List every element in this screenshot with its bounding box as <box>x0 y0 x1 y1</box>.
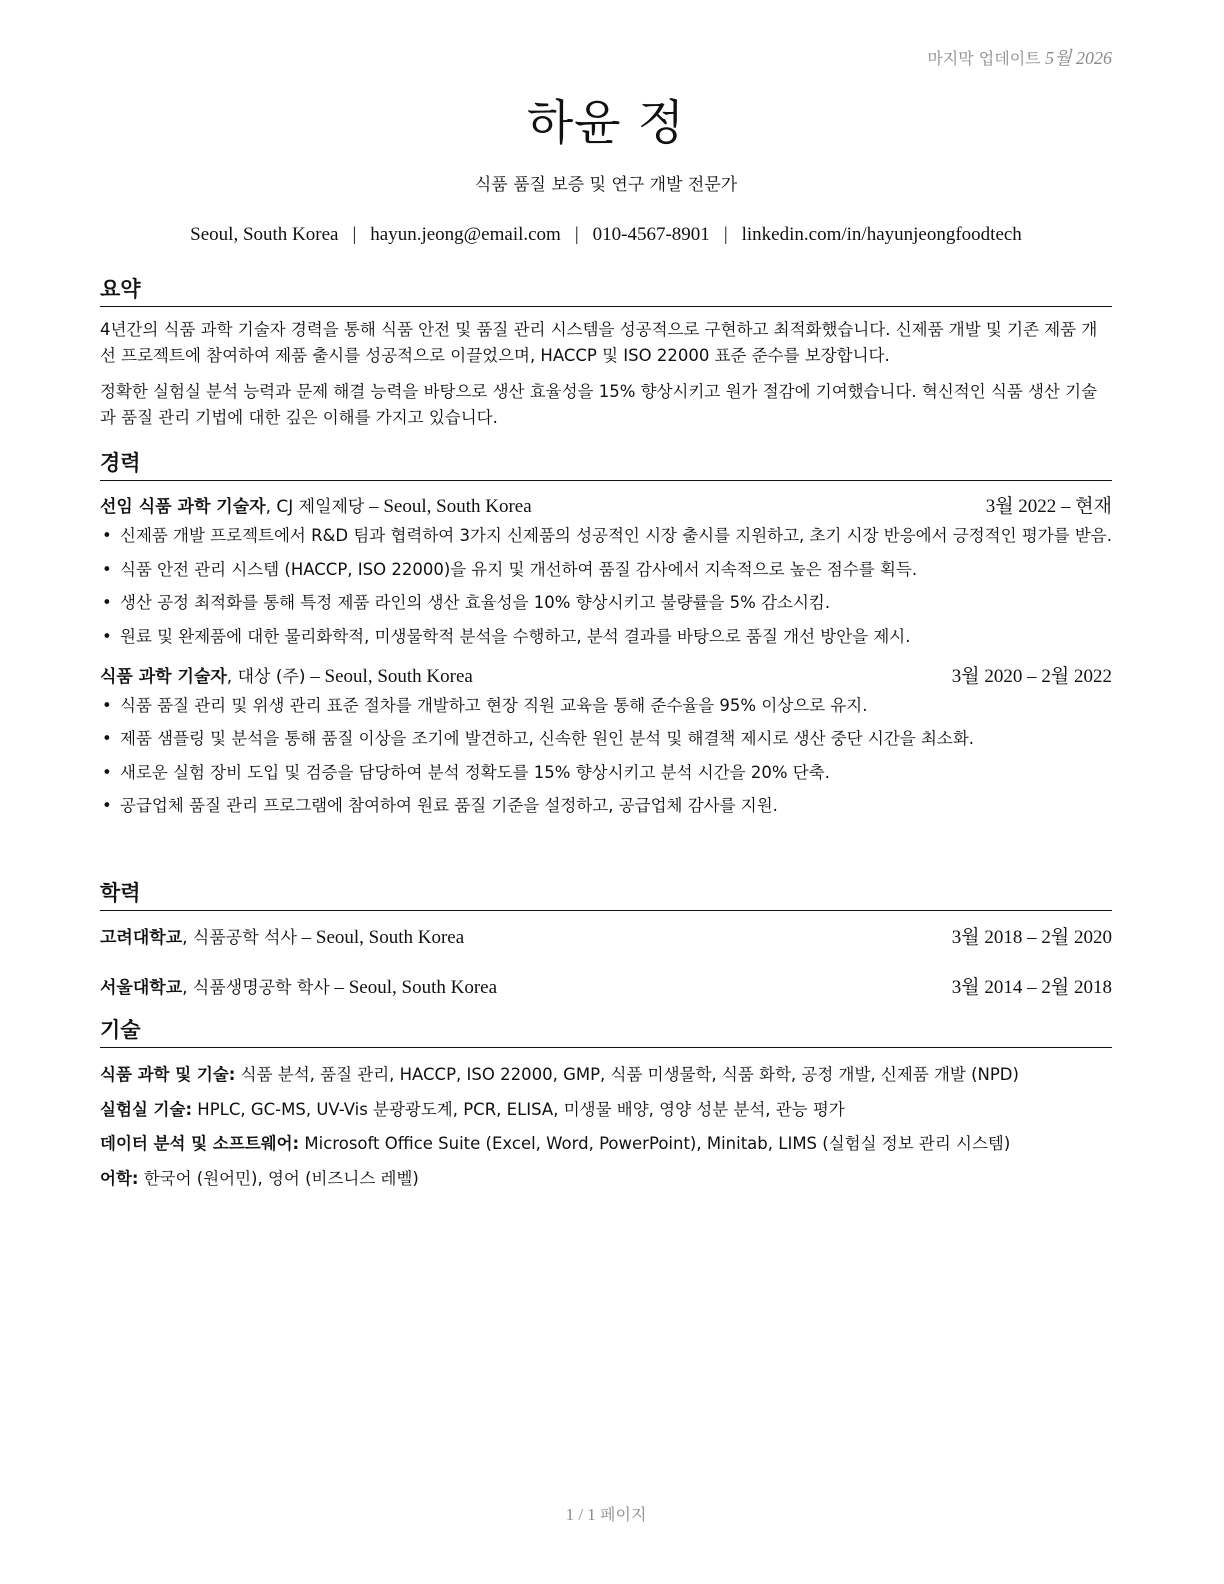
last-updated-year: 2026 <box>1076 48 1112 68</box>
education-location: – Seoul, South Korea <box>296 927 465 948</box>
bullet-icon: • <box>102 729 112 748</box>
last-updated-label: 마지막 업데이트 <box>927 49 1041 68</box>
job-dates: 3월 2020 – 2월 2022 <box>951 665 1112 687</box>
job-bullet: • 식품 품질 관리 및 위생 관리 표준 절차를 개발하고 현장 직원 교육을 통해 준수율을 95% 이상으로 유지. <box>100 693 1112 719</box>
skills-list <box>100 1062 1112 1192</box>
page-footer <box>100 1502 1112 1525</box>
education-dates: 3월 2018 – 2월 2020 <box>951 927 1112 948</box>
candidate-tagline: 식품 품질 보증 및 연구 개발 전문가 <box>474 175 738 195</box>
page-number: 1 / 1 <box>565 1505 596 1524</box>
bullet-icon: • <box>102 796 112 815</box>
experience-section <box>100 450 1112 827</box>
education-section <box>100 880 1112 1001</box>
section-title-summary: 요약 <box>100 276 1112 307</box>
summary-paragraph: 정확한 실험실 분석 능력과 문제 해결 능력을 바탕으로 생산 효율성을 15% 향상시키고 원가 절감에 기여했습니다. 혁신적인 식품 생산 기술과 품질 관리 기법에 대한 깊은 이해를 가지고 있습니다. <box>100 382 1098 427</box>
bullet-icon: • <box>102 695 112 715</box>
summary-section <box>100 276 1112 431</box>
candidate-name: 하윤 정 <box>526 95 686 151</box>
skill-line <box>100 1131 1112 1157</box>
last-updated <box>927 44 1112 70</box>
education-degree: , 식품공학 석사 <box>182 928 297 948</box>
job-header <box>100 664 1112 690</box>
skill-label: 데이터 분석 및 소프트웨어: <box>100 1134 300 1153</box>
education-entry <box>100 925 1112 951</box>
skill-value: 식품 분석, 품질 관리, HACCP, ISO 22000, GMP, 식품 미생물학, 식품 화학, 공정 개발, 신제품 개발 (NPD) <box>235 1065 1019 1084</box>
job-bullet: • 신제품 개발 프로젝트에서 R&D 팀과 협력하여 3가지 신제품의 성공적인 시장 출시를 지원하고, 초기 시장 반응에서 긍정적인 평가를 받음. <box>100 523 1112 549</box>
skill-line <box>100 1166 1112 1192</box>
contact-separator: | <box>574 224 579 245</box>
education-dates: 3월 2014 – 2월 2018 <box>951 977 1112 998</box>
education-degree: , 식품생명공학 학사 <box>182 978 330 998</box>
job-location: – Seoul, South Korea <box>364 496 532 517</box>
contact-email[interactable]: hayun.jeong@email.com <box>370 224 561 245</box>
job-bullets <box>100 523 1112 650</box>
contact-separator: | <box>723 224 728 245</box>
skill-value: Microsoft Office Suite (Excel, Word, PowerPoint), Minitab, LIMS (실험실 정보 관리 시스템) <box>299 1134 1011 1153</box>
job-bullets <box>100 693 1112 820</box>
skills-section <box>100 1017 1112 1200</box>
job-company: , 대상 (주) <box>226 666 306 687</box>
skill-value: 한국어 (원어민), 영어 (비즈니스 레벨) <box>138 1168 419 1188</box>
contact-phone[interactable]: 010-4567-8901 <box>592 224 710 245</box>
contact-linkedin[interactable]: linkedin.com/in/hayunjeongfoodtech <box>741 224 1022 245</box>
education-school: 서울대학교 <box>100 978 183 998</box>
section-title-experience: 경력 <box>100 450 1112 481</box>
job-dates: 3월 2022 – 현재 <box>985 496 1112 517</box>
contact-location: Seoul, South Korea <box>190 224 339 245</box>
education-school: 고려대학교 <box>100 928 183 948</box>
section-title-education: 학력 <box>100 880 1112 911</box>
job-location: – Seoul, South Korea <box>305 665 473 687</box>
skill-value: HPLC, GC-MS, UV-Vis 분광광도계, PCR, ELISA, 미생물 배양, 영양 성분 분석, 관능 평가 <box>192 1099 845 1119</box>
job-role: 선임 식품 과학 기술자 <box>100 497 266 517</box>
skill-label: 식품 과학 및 기술: <box>100 1065 236 1084</box>
resume-page <box>100 0 1112 1584</box>
skill-label: 실험실 기술: <box>100 1099 193 1119</box>
bullet-icon: • <box>102 626 112 646</box>
last-updated-month: 5월 <box>1045 48 1072 68</box>
summary-paragraph: 4년간의 식품 과학 기술자 경력을 통해 식품 안전 및 품질 관리 시스템을 성공적으로 구현하고 최적화했습니다. 신제품 개발 및 기존 제품 개선 프로젝트에 참여하여 제품 출시를 성공적으로 이끌었으며, HACCP 및 ISO 22000 표준 준수를 보장합니다. <box>100 320 1098 365</box>
contact-separator: | <box>352 224 357 245</box>
skill-line <box>100 1097 1112 1123</box>
job-header <box>100 494 1112 520</box>
bullet-icon: • <box>102 526 112 545</box>
page-label: 페이지 <box>600 1505 647 1524</box>
job-bullet: • 생산 공정 최적화를 통해 특정 제품 라인의 생산 효율성을 10% 향상시키고 불량률을 5% 감소시킴. <box>100 590 1112 616</box>
education-location: – Seoul, South Korea <box>329 977 498 998</box>
contact-line <box>100 224 1112 246</box>
job-bullet: • 공급업체 품질 관리 프로그램에 참여하여 원료 품질 기준을 설정하고, 공급업체 감사를 지원. <box>100 793 1112 819</box>
job-entry <box>100 664 1112 820</box>
job-company: , CJ 제일제당 <box>265 497 365 517</box>
bullet-icon: • <box>102 762 112 782</box>
section-title-skills: 기술 <box>100 1017 1112 1048</box>
skill-label: 어학: <box>100 1168 139 1188</box>
job-role: 식품 과학 기술자 <box>100 666 227 687</box>
skill-line <box>100 1062 1112 1088</box>
job-entry <box>100 494 1112 650</box>
job-bullet: • 제품 샘플링 및 분석을 통해 품질 이상을 조기에 발견하고, 신속한 원인 분석 및 해결책 제시로 생산 중단 시간을 최소화. <box>100 726 1112 752</box>
education-entry <box>100 975 1112 1001</box>
job-bullet: • 새로운 실험 장비 도입 및 검증을 담당하여 분석 정확도를 15% 향상시키고 분석 시간을 20% 단축. <box>100 760 1112 786</box>
bullet-icon: • <box>102 559 112 579</box>
job-bullet: • 원료 및 완제품에 대한 물리화학적, 미생물학적 분석을 수행하고, 분석 결과를 바탕으로 품질 개선 방안을 제시. <box>100 624 1112 650</box>
bullet-icon: • <box>102 593 112 612</box>
job-bullet: • 식품 안전 관리 시스템 (HACCP, ISO 22000)을 유지 및 개선하여 품질 감사에서 지속적으로 높은 점수를 획득. <box>100 557 1112 583</box>
